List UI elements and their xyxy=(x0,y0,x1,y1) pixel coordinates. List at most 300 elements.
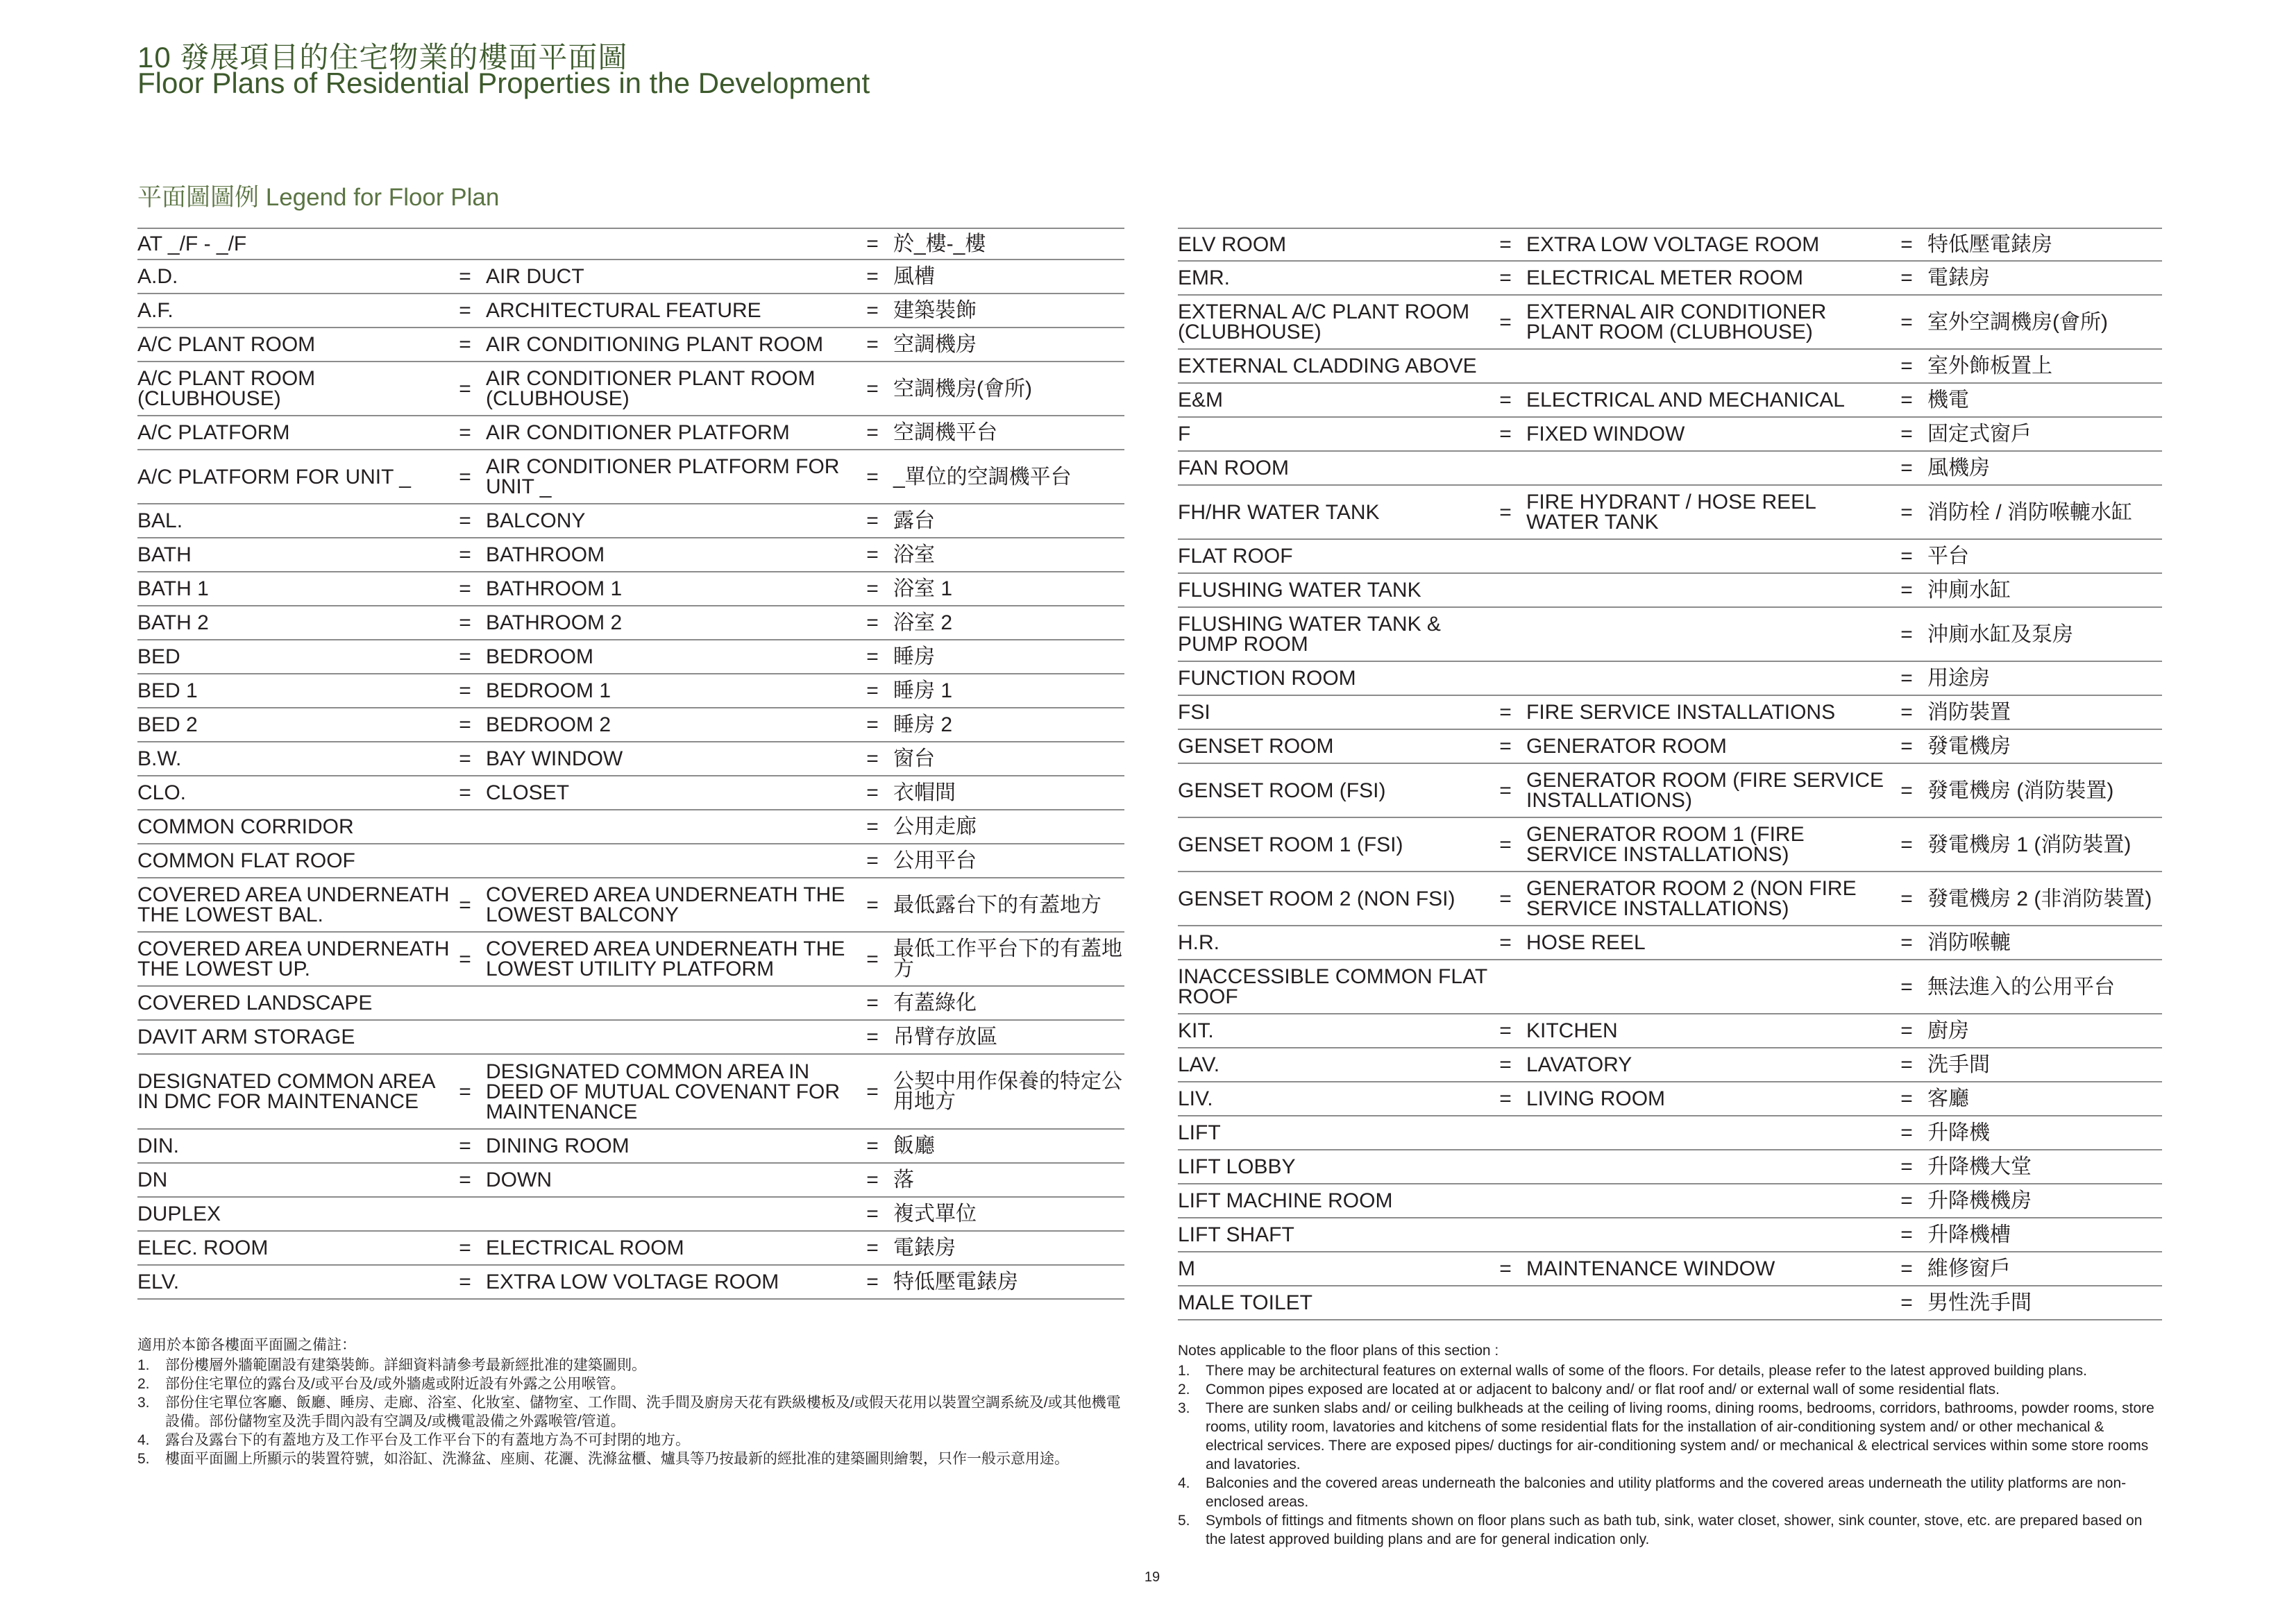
chinese-term: 維修窗戶 xyxy=(1927,1257,2011,1280)
equals-sign: = xyxy=(866,815,879,838)
chinese-term: 特低壓電錶房 xyxy=(1927,233,2052,256)
full-term: LAVATORY xyxy=(1526,1053,1632,1076)
equals-sign: = xyxy=(1900,1291,1913,1314)
legend-row xyxy=(137,1164,1124,1198)
chinese-term: 空調機房(會所) xyxy=(893,377,1032,400)
full-term: BEDROOM 1 xyxy=(486,679,611,702)
equals-sign: = xyxy=(459,747,471,770)
legend-row xyxy=(137,674,1124,708)
chinese-term: 發電機房 xyxy=(1927,735,2011,758)
abbreviation: DAVIT ARM STORAGE xyxy=(137,1026,355,1048)
equals-sign: = xyxy=(459,509,471,532)
abbreviation: ELEC. ROOM xyxy=(137,1237,269,1259)
full-term: ELECTRICAL METER ROOM xyxy=(1526,266,1803,289)
abbreviation: EMR. xyxy=(1178,266,1230,289)
equals-sign: = xyxy=(1900,1155,1913,1178)
chinese-term: 發電機房 (消防裝置) xyxy=(1927,779,2114,802)
equals-sign: = xyxy=(1900,1087,1913,1110)
equals-sign: = xyxy=(866,377,879,400)
equals-sign: = xyxy=(459,893,471,917)
equals-sign: = xyxy=(459,377,471,400)
legend-row xyxy=(137,362,1124,416)
legend-row xyxy=(137,844,1124,878)
abbreviation: EXTERNAL A/C PLANT ROOM (CLUBHOUSE) xyxy=(1178,300,1470,343)
chinese-term: 浴室 xyxy=(893,543,935,566)
section-title-cn: 10 發展項目的住宅物業的樓面平面圖 xyxy=(137,41,628,74)
section-title-en: Floor Plans of Residential Properties in the Development xyxy=(137,67,870,99)
chinese-term: 升降機槽 xyxy=(1927,1223,2011,1246)
legend-row xyxy=(137,1266,1124,1300)
legend-row xyxy=(1178,1116,2162,1150)
abbreviation: FLAT ROOF xyxy=(1178,545,1293,568)
chinese-term: 公用走廊 xyxy=(893,815,977,838)
full-term: FIRE HYDRANT / HOSE REEL WATER TANK xyxy=(1526,491,1816,534)
note-number: 3. xyxy=(1178,1400,1190,1416)
equals-sign: = xyxy=(1900,1053,1913,1076)
note-text: Balconies and the covered areas underneath the balconies and utility platforms and the covered areas underneath the utility platforms are non-enclosed areas. xyxy=(1206,1475,2127,1510)
equals-sign: = xyxy=(1499,833,1512,856)
equals-sign: = xyxy=(866,265,879,288)
chinese-term: 吊臂存放區 xyxy=(893,1026,997,1048)
chinese-term: 無法進入的公用平台 xyxy=(1927,975,2115,999)
legend-row xyxy=(1178,228,2162,262)
equals-sign: = xyxy=(1900,1257,1913,1280)
equals-sign: = xyxy=(1900,1019,1913,1042)
equals-sign: = xyxy=(1499,1019,1512,1042)
equals-sign: = xyxy=(866,577,879,600)
chinese-term: 空調機平台 xyxy=(893,421,997,444)
note-number: 1. xyxy=(137,1357,150,1373)
chinese-term: 風槽 xyxy=(893,265,935,288)
full-term: GENERATOR ROOM 1 (FIRE SERVICE INSTALLATIONS) xyxy=(1526,823,1805,866)
chinese-term: 電錶房 xyxy=(893,1237,956,1259)
legend-title: 平面圖圖例 Legend for Floor Plan xyxy=(137,184,500,211)
legend-row xyxy=(1178,1218,2162,1252)
abbreviation: DUPLEX xyxy=(137,1203,221,1225)
equals-sign: = xyxy=(459,713,471,736)
legend-row xyxy=(137,450,1124,504)
note-number: 2. xyxy=(1178,1382,1190,1397)
equals-sign: = xyxy=(1499,1087,1512,1110)
legend-row xyxy=(1178,1082,2162,1116)
notes-heading: Notes applicable to the floor plans of this section : xyxy=(1178,1343,1499,1359)
chinese-term: 空調機房 xyxy=(893,333,977,356)
equals-sign: = xyxy=(1900,735,1913,758)
chinese-term: 廚房 xyxy=(1927,1019,1969,1042)
legend-row xyxy=(137,606,1124,640)
equals-sign: = xyxy=(459,1237,471,1259)
full-term: CLOSET xyxy=(486,781,570,804)
equals-sign: = xyxy=(866,713,879,736)
abbreviation: BED 2 xyxy=(137,713,198,736)
chinese-term: 消防裝置 xyxy=(1927,701,2011,724)
full-term: DOWN xyxy=(486,1169,552,1191)
legend-row xyxy=(137,1021,1124,1055)
notes-heading: 適用於本節各樓面平面圖之備註： xyxy=(137,1337,356,1353)
abbreviation: FLUSHING WATER TANK xyxy=(1178,579,1421,602)
abbreviation: GENSET ROOM xyxy=(1178,735,1334,758)
abbreviation: LIFT MACHINE ROOM xyxy=(1178,1189,1393,1212)
full-term: GENERATOR ROOM 2 (NON FIRE SERVICE INSTALLATIONS) xyxy=(1526,877,1857,920)
equals-sign: = xyxy=(866,947,879,971)
full-term: KITCHEN xyxy=(1526,1019,1618,1042)
abbreviation: EXTERNAL CLADDING ABOVE xyxy=(1178,355,1477,377)
legend-row xyxy=(1178,384,2162,418)
legend-row xyxy=(1178,574,2162,608)
abbreviation: FAN ROOM xyxy=(1178,457,1290,479)
page-number: 19 xyxy=(1144,1570,1160,1585)
equals-sign: = xyxy=(1900,310,1913,334)
note-number: 5. xyxy=(137,1451,150,1467)
equals-sign: = xyxy=(1900,779,1913,802)
equals-sign: = xyxy=(866,1026,879,1048)
abbreviation: A/C PLATFORM xyxy=(137,421,290,444)
abbreviation: MALE TOILET xyxy=(1178,1291,1312,1314)
equals-sign: = xyxy=(459,543,471,566)
legend-row xyxy=(137,742,1124,776)
abbreviation: A/C PLANT ROOM (CLUBHOUSE) xyxy=(137,367,316,410)
equals-sign: = xyxy=(1900,931,1913,954)
abbreviation: ELV. xyxy=(137,1271,180,1293)
chinese-term: 浴室 2 xyxy=(893,611,953,634)
equals-sign: = xyxy=(866,1203,879,1225)
abbreviation: FLUSHING WATER TANK & PUMP ROOM xyxy=(1178,613,1441,656)
abbreviation: AT _/F - _/F xyxy=(137,232,247,255)
equals-sign: = xyxy=(1900,545,1913,568)
chinese-term: 用途房 xyxy=(1927,667,1990,690)
note-text: There are sunken slabs and/ or ceiling bulkheads at the ceiling of living rooms, dining rooms, bedrooms, corridors, bathrooms, powder rooms, store rooms, utility room, lavatories and kitchens of some residential flats for the installation of air-conditioning system and/ or other mechanical & electrical services. There are exposed pipes/ ductings for air-conditioning system and/ or mechanical & electrical services within some store rooms and lavatories. xyxy=(1206,1400,2154,1472)
equals-sign: = xyxy=(1900,266,1913,289)
equals-sign: = xyxy=(1499,931,1512,954)
abbreviation: CLO. xyxy=(137,781,187,804)
chinese-term: 有蓋綠化 xyxy=(893,992,977,1014)
full-term: BATHROOM xyxy=(486,543,605,566)
equals-sign: = xyxy=(1499,233,1512,256)
abbreviation: ELV ROOM xyxy=(1178,233,1287,256)
equals-sign: = xyxy=(1900,887,1913,910)
legend-row xyxy=(137,1198,1124,1232)
equals-sign: = xyxy=(459,645,471,668)
equals-sign: = xyxy=(866,1237,879,1259)
abbreviation: F xyxy=(1178,423,1191,445)
note-number: 3. xyxy=(137,1395,150,1411)
full-term: HOSE REEL xyxy=(1526,931,1646,954)
full-term: COVERED AREA UNDERNEATH THE LOWEST BALCONY xyxy=(486,883,845,926)
equals-sign: = xyxy=(1499,389,1512,411)
equals-sign: = xyxy=(866,781,879,804)
equals-sign: = xyxy=(1499,423,1512,445)
legend-row xyxy=(137,987,1124,1021)
abbreviation: COMMON FLAT ROOF xyxy=(137,849,355,872)
legend-row xyxy=(1178,764,2162,818)
chinese-term: 露台 xyxy=(893,509,935,532)
abbreviation: A/C PLATFORM FOR UNIT _ xyxy=(137,465,411,488)
abbreviation: E&M xyxy=(1178,389,1224,411)
chinese-term: 最低工作平台下的有蓋地方 xyxy=(893,937,1122,980)
abbreviation: M xyxy=(1178,1257,1195,1280)
equals-sign: = xyxy=(1499,887,1512,910)
abbreviation: BATH xyxy=(137,543,192,566)
legend-table-right xyxy=(1178,228,2162,1320)
legend-row xyxy=(1178,262,2162,296)
abbreviation: B.W. xyxy=(137,747,182,770)
equals-sign: = xyxy=(866,1169,879,1191)
equals-sign: = xyxy=(1900,355,1913,377)
chinese-term: 升降機大堂 xyxy=(1927,1155,2032,1178)
note-text: 樓面平面圖上所顯示的裝置符號，如浴缸、洗滌盆、座廁、花灑、洗滌盆櫃、爐具等乃按最新的經批准的建築圖則繪製，只作一般示意用途。 xyxy=(165,1451,1069,1467)
legend-row xyxy=(1178,1048,2162,1082)
equals-sign: = xyxy=(1900,667,1913,690)
equals-sign: = xyxy=(459,1271,471,1293)
equals-sign: = xyxy=(866,333,879,356)
equals-sign: = xyxy=(1499,779,1512,802)
chinese-term: 睡房 1 xyxy=(893,679,953,702)
legend-row xyxy=(137,294,1124,328)
abbreviation: GENSET ROOM 2 (NON FSI) xyxy=(1178,887,1455,910)
chinese-term: 落 xyxy=(893,1169,914,1191)
equals-sign: = xyxy=(1499,1257,1512,1280)
legend-row xyxy=(1178,452,2162,486)
abbreviation: BATH 2 xyxy=(137,611,209,634)
equals-sign: = xyxy=(866,1271,879,1293)
note-item xyxy=(1178,1399,2162,1474)
abbreviation: GENSET ROOM (FSI) xyxy=(1178,779,1386,802)
legend-row xyxy=(137,572,1124,606)
note-item xyxy=(137,1375,1126,1393)
legend-row xyxy=(1178,662,2162,696)
abbreviation: FH/HR WATER TANK xyxy=(1178,500,1380,524)
abbreviation: H.R. xyxy=(1178,931,1219,954)
chinese-term: 室外空調機房(會所) xyxy=(1927,310,2108,334)
equals-sign: = xyxy=(866,992,879,1014)
equals-sign: = xyxy=(1900,1223,1913,1246)
equals-sign: = xyxy=(1499,1053,1512,1076)
full-term: AIR CONDITIONER PLATFORM FOR UNIT _ xyxy=(486,455,840,498)
equals-sign: = xyxy=(1900,579,1913,602)
full-term: ARCHITECTURAL FEATURE xyxy=(486,299,761,322)
abbreviation: LIFT SHAFT xyxy=(1178,1223,1294,1246)
legend-row xyxy=(1178,608,2162,662)
legend-row xyxy=(1178,1014,2162,1048)
abbreviation: INACCESSIBLE COMMON FLAT ROOF xyxy=(1178,965,1487,1008)
equals-sign: = xyxy=(1499,500,1512,524)
legend-row xyxy=(1178,1150,2162,1184)
chinese-term: 衣帽間 xyxy=(893,781,956,804)
abbreviation: COMMON CORRIDOR xyxy=(137,815,354,838)
legend-row xyxy=(137,228,1124,260)
chinese-term: 風機房 xyxy=(1927,457,1990,479)
equals-sign: = xyxy=(459,577,471,600)
abbreviation: LIFT xyxy=(1178,1121,1221,1144)
equals-sign: = xyxy=(459,947,471,971)
note-number: 2. xyxy=(137,1376,150,1392)
chinese-term: 升降機機房 xyxy=(1927,1189,2032,1212)
abbreviation: A.F. xyxy=(137,299,174,322)
equals-sign: = xyxy=(459,333,471,356)
note-text: 部份住宅單位的露台及/或平台及/或外牆處或附近設有外露之公用喉管。 xyxy=(165,1376,625,1392)
abbreviation: LAV. xyxy=(1178,1053,1220,1076)
equals-sign: = xyxy=(1900,833,1913,856)
full-term: FIXED WINDOW xyxy=(1526,423,1685,445)
abbreviation: LIV. xyxy=(1178,1087,1213,1110)
legend-row xyxy=(137,810,1124,844)
abbreviation: FSI xyxy=(1178,701,1210,724)
abbreviation: BED xyxy=(137,645,180,668)
equals-sign: = xyxy=(1900,975,1913,999)
legend-row xyxy=(137,538,1124,572)
full-term: EXTRA LOW VOLTAGE ROOM xyxy=(1526,233,1820,256)
equals-sign: = xyxy=(459,421,471,444)
legend-row xyxy=(137,776,1124,810)
abbreviation: A/C PLANT ROOM xyxy=(137,333,316,356)
note-item xyxy=(137,1393,1126,1431)
full-term: EXTRA LOW VOLTAGE ROOM xyxy=(486,1271,779,1293)
full-term: BALCONY xyxy=(486,509,586,532)
notes-chinese xyxy=(137,1336,1126,1468)
equals-sign: = xyxy=(866,543,879,566)
equals-sign: = xyxy=(1900,389,1913,411)
abbreviation: DN xyxy=(137,1169,168,1191)
full-term: DESIGNATED COMMON AREA IN DEED OF MUTUAL COVENANT FOR MAINTENANCE xyxy=(486,1060,841,1123)
legend-row xyxy=(137,328,1124,362)
full-term: AIR CONDITIONING PLANT ROOM xyxy=(486,333,824,356)
legend-row xyxy=(1178,960,2162,1014)
legend-row xyxy=(1178,1286,2162,1320)
equals-sign: = xyxy=(1900,423,1913,445)
equals-sign: = xyxy=(459,465,471,488)
full-term: BEDROOM xyxy=(486,645,594,668)
full-term: MAINTENANCE WINDOW xyxy=(1526,1257,1775,1280)
legend-row xyxy=(137,1130,1124,1164)
equals-sign: = xyxy=(1900,457,1913,479)
legend-row xyxy=(1178,926,2162,960)
chinese-term: 公契中用作保養的特定公用地方 xyxy=(893,1070,1122,1113)
abbreviation: DIN. xyxy=(137,1135,179,1157)
legend-row xyxy=(1178,296,2162,350)
legend-row xyxy=(1178,1252,2162,1286)
abbreviation: BED 1 xyxy=(137,679,198,702)
chinese-term: 睡房 2 xyxy=(893,713,953,736)
legend-row xyxy=(1178,872,2162,926)
legend-row xyxy=(137,1232,1124,1266)
equals-sign: = xyxy=(866,893,879,917)
equals-sign: = xyxy=(866,509,879,532)
chinese-term: 複式單位 xyxy=(893,1203,977,1225)
full-term: BATHROOM 1 xyxy=(486,577,623,600)
legend-row xyxy=(137,878,1124,933)
equals-sign: = xyxy=(866,465,879,488)
notes-english xyxy=(1178,1341,2162,1549)
equals-sign: = xyxy=(866,849,879,872)
note-text: There may be architectural features on external walls of some of the floors. For details, please refer to the latest approved building plans. xyxy=(1206,1363,2088,1379)
legend-row xyxy=(1178,1184,2162,1218)
note-number: 1. xyxy=(1178,1363,1190,1379)
note-number: 5. xyxy=(1178,1513,1190,1529)
equals-sign: = xyxy=(1499,310,1512,334)
equals-sign: = xyxy=(1499,701,1512,724)
abbreviation: GENSET ROOM 1 (FSI) xyxy=(1178,833,1403,856)
chinese-term: 飯廳 xyxy=(893,1135,935,1157)
note-item xyxy=(1178,1511,2162,1549)
full-term: AIR CONDITIONER PLANT ROOM (CLUBHOUSE) xyxy=(486,367,816,410)
chinese-term: 最低露台下的有蓋地方 xyxy=(893,893,1101,917)
abbreviation: COVERED AREA UNDERNEATH THE LOWEST UP. xyxy=(137,937,450,980)
equals-sign: = xyxy=(1900,1121,1913,1144)
chinese-term: 電錶房 xyxy=(1927,266,1990,289)
abbreviation: COVERED AREA UNDERNEATH THE LOWEST BAL. xyxy=(137,883,450,926)
abbreviation: BAL. xyxy=(137,509,183,532)
note-number: 4. xyxy=(137,1432,150,1448)
chinese-term: 沖廁水缸及泵房 xyxy=(1927,622,2073,646)
legend-row xyxy=(1178,540,2162,574)
note-item xyxy=(137,1356,1126,1375)
note-number: 4. xyxy=(1178,1475,1190,1491)
note-text: Common pipes exposed are located at or adjacent to balcony and/ or flat roof and/ or external wall of some residential flats. xyxy=(1206,1382,2000,1397)
abbreviation: FUNCTION ROOM xyxy=(1178,667,1356,690)
abbreviation: DESIGNATED COMMON AREA IN DMC FOR MAINTENANCE xyxy=(137,1070,434,1113)
full-term: ELECTRICAL ROOM xyxy=(486,1237,684,1259)
full-term: AIR CONDITIONER PLATFORM xyxy=(486,421,790,444)
legend-row xyxy=(1178,350,2162,384)
legend-row xyxy=(1178,818,2162,872)
full-term: LIVING ROOM xyxy=(1526,1087,1666,1110)
note-text: 露台及露台下的有蓋地方及工作平台及工作平台下的有蓋地方為不可封閉的地方。 xyxy=(165,1432,690,1448)
legend-row xyxy=(137,504,1124,538)
full-term: COVERED AREA UNDERNEATH THE LOWEST UTILITY PLATFORM xyxy=(486,937,845,980)
chinese-term: 浴室 1 xyxy=(893,577,953,600)
chinese-term: 升降機 xyxy=(1927,1121,1990,1144)
note-item xyxy=(137,1450,1126,1468)
legend-row xyxy=(137,640,1124,674)
equals-sign: = xyxy=(1499,735,1512,758)
abbreviation: BATH 1 xyxy=(137,577,209,600)
legend-row xyxy=(137,933,1124,987)
equals-sign: = xyxy=(866,611,879,634)
full-term: FIRE SERVICE INSTALLATIONS xyxy=(1526,701,1836,724)
note-text: Symbols of fittings and fitments shown on floor plans such as bath tub, sink, water closet, shower, sink counter, stove, etc. are prepared based on the latest approved building plans and are for general indication only. xyxy=(1206,1513,2143,1547)
legend-row xyxy=(137,416,1124,450)
full-term: BEDROOM 2 xyxy=(486,713,611,736)
chinese-term: 洗手間 xyxy=(1927,1053,1990,1076)
abbreviation: KIT. xyxy=(1178,1019,1214,1042)
chinese-term: _單位的空調機平台 xyxy=(893,465,1072,488)
full-term: BATHROOM 2 xyxy=(486,611,623,634)
equals-sign: = xyxy=(866,232,879,255)
equals-sign: = xyxy=(459,679,471,702)
legend-row xyxy=(137,1055,1124,1130)
chinese-term: 發電機房 1 (消防裝置) xyxy=(1927,833,2132,856)
legend-row xyxy=(137,260,1124,294)
equals-sign: = xyxy=(866,421,879,444)
equals-sign: = xyxy=(459,781,471,804)
note-text: 部份住宅單位客廳、飯廳、睡房、走廊、浴室、化妝室、儲物室、工作間、洗手間及廚房天花有跌級樓板及/或假天花用以裝置空調系統及/或其他機電設備。部份儲物室及洗手間內設有空調及/或機電設備之外露喉管/管道。 xyxy=(165,1395,1121,1429)
legend-row xyxy=(137,708,1124,742)
note-item xyxy=(1178,1380,2162,1399)
equals-sign: = xyxy=(866,645,879,668)
chinese-term: 於_樓-_樓 xyxy=(893,232,986,255)
full-term: EXTERNAL AIR CONDITIONER PLANT ROOM (CLUBHOUSE) xyxy=(1526,300,1827,343)
chinese-term: 公用平台 xyxy=(893,849,977,872)
legend-row xyxy=(1178,486,2162,540)
equals-sign: = xyxy=(1900,233,1913,256)
full-term: BAY WINDOW xyxy=(486,747,623,770)
chinese-term: 男性洗手間 xyxy=(1927,1291,2032,1314)
chinese-term: 沖廁水缸 xyxy=(1927,579,2011,602)
legend-row xyxy=(1178,730,2162,764)
equals-sign: = xyxy=(459,265,471,288)
chinese-term: 發電機房 2 (非消防裝置) xyxy=(1927,887,2152,910)
chinese-term: 客廳 xyxy=(1927,1087,1969,1110)
